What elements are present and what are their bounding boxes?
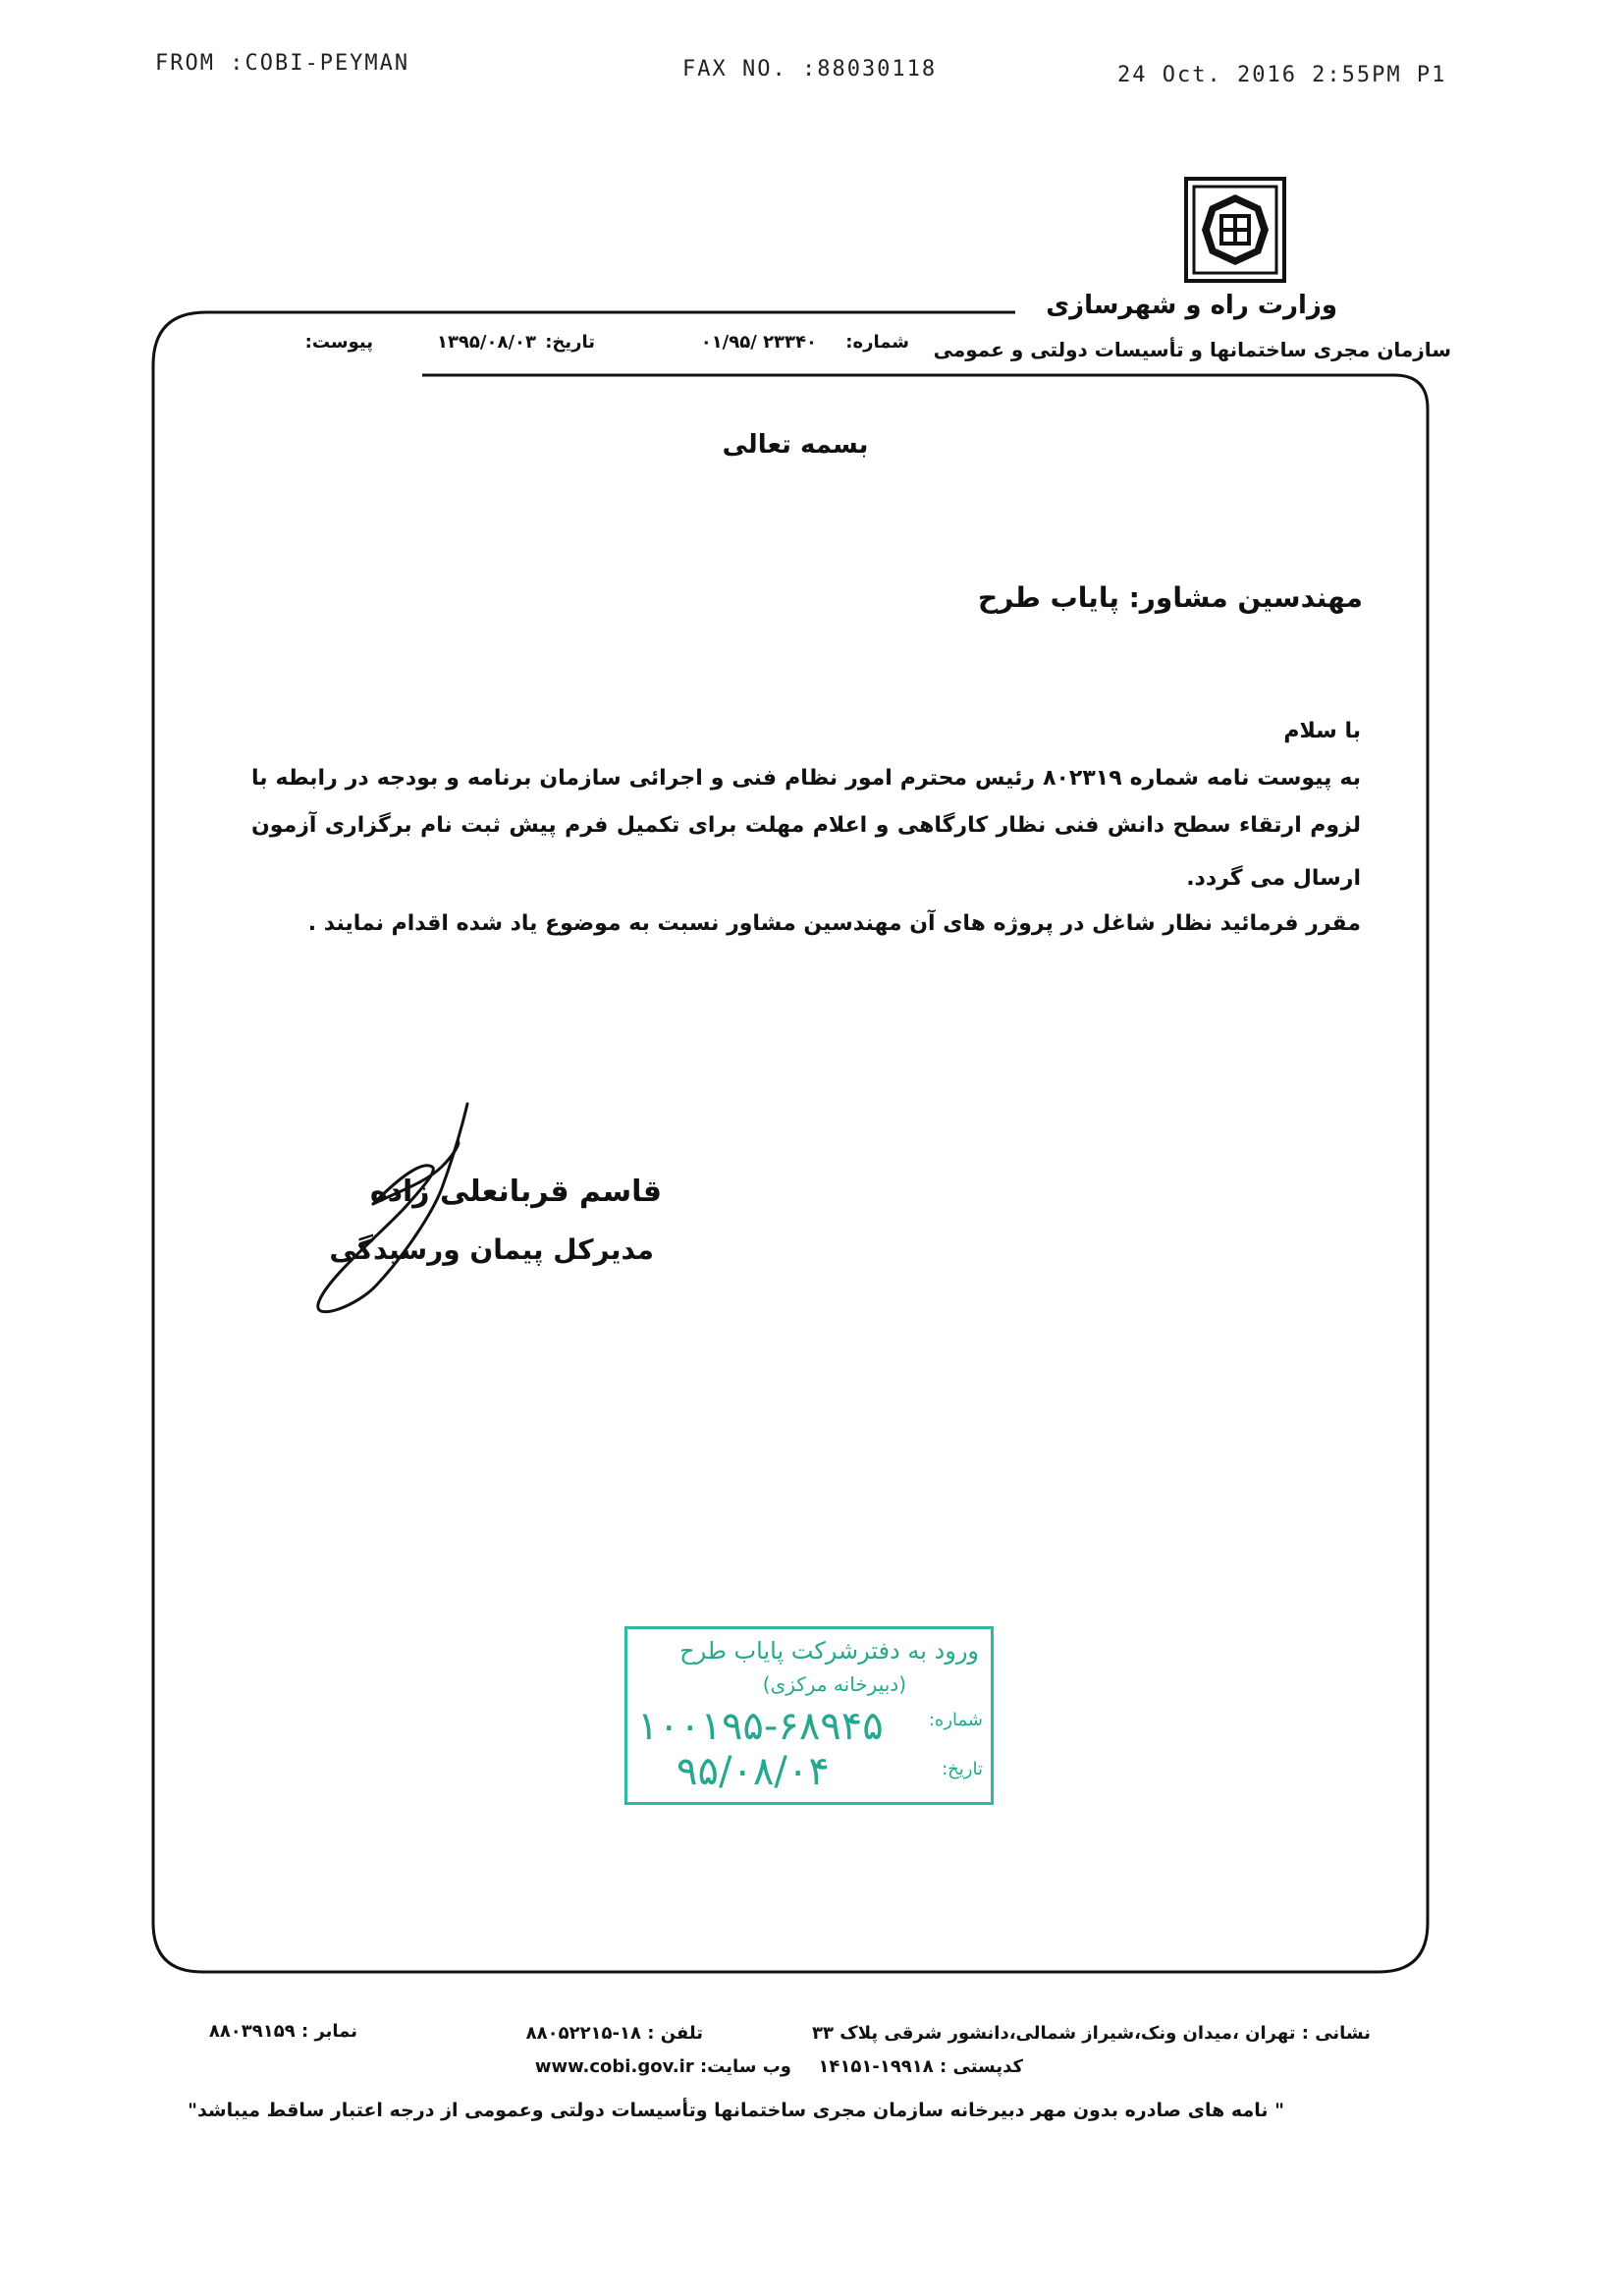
handwritten-signature xyxy=(295,1098,491,1324)
footer-disclaimer: " نامه های صادره بدون مهر دبیرخانه سازمان مجری ساختمانها وتأسیسات دولتی وعمومی از درجه اعتبار ساقط میباشد" xyxy=(188,2100,1284,2121)
stamp-date: ۹۵/۰۸/۰۴ xyxy=(677,1749,830,1794)
organization-name: سازمان مجری ساختمانها و تأسیسات دولتی و عمومی xyxy=(933,338,1451,361)
signer-name: قاسم قربانعلی زاده xyxy=(369,1175,662,1209)
receipt-stamp xyxy=(624,1626,994,1805)
date-value: ۱۳۹۵/۰۸/۰۳ xyxy=(436,332,536,353)
ministry-name: وزارت راه و شهرسازی xyxy=(1046,291,1337,320)
greeting: با سلام xyxy=(1283,719,1361,743)
number-label: شماره: xyxy=(845,332,909,353)
stamp-title: ورود به دفترشرکت پایاب طرح xyxy=(679,1637,979,1665)
number-value: ۰۱/۹۵/ ۲۳۳۴۰ xyxy=(700,332,817,353)
ministry-logo-icon xyxy=(1184,177,1286,283)
fax-date: 24 Oct. 2016 2:55PM P1 xyxy=(1117,63,1447,87)
footer-website: وب سایت: www.cobi.gov.ir xyxy=(534,2056,791,2077)
body-line: لزوم ارتقاء سطح دانش فنی نظار کارگاهی و اعلام مهلت برای تکمیل فرم پیش ثبت نام برگزاری آزمون xyxy=(251,813,1361,838)
stamp-date-label: تاریخ: xyxy=(942,1759,983,1779)
attachment-label: پیوست: xyxy=(304,332,373,353)
stamp-subtitle: (دبیرخانه مرکزی) xyxy=(762,1672,906,1696)
body-line: مقرر فرمائید نظار شاغل در پروژه های آن مهندسین مشاور نسبت به موضوع یاد شده اقدام نمایند . xyxy=(307,911,1361,936)
stamp-number-label: شماره: xyxy=(928,1710,983,1730)
footer-address: نشانی : تهران ،میدان ونک،شیراز شمالی،دانشور شرقی پلاک ۳۳ xyxy=(812,2023,1371,2044)
footer-fax: نمابر : ۸۸۰۳۹۱۵۹ xyxy=(208,2021,357,2042)
footer-postal-code: کدپستی : ۱۹۹۱۸-۱۴۱۵۱ xyxy=(818,2056,1023,2077)
date-label: تاریخ: xyxy=(545,332,595,353)
fax-number: FAX NO. :88030118 xyxy=(682,57,938,82)
body-line: ارسال می گردد. xyxy=(1186,866,1361,891)
footer-phone: تلفن : ۱۸-۸۸۰۵۲۲۱۵ xyxy=(525,2023,703,2044)
stamp-number: ۱۰۰۱۹۵-۶۸۹۴۵ xyxy=(637,1704,884,1749)
fax-from: FROM :COBI-PEYMAN xyxy=(155,51,410,76)
signer-title: مدیرکل پیمان ورسیدگی xyxy=(329,1233,654,1266)
recipient: مهندسین مشاور: پایاب طرح xyxy=(977,581,1363,614)
bismillah: بسمه تعالی xyxy=(722,430,869,460)
body-line: به پیوست نامه شماره ۸۰۲۳۱۹ رئیس محترم امور نظام فنی و اجرائی سازمان برنامه و بودجه در رابطه با xyxy=(251,766,1361,791)
